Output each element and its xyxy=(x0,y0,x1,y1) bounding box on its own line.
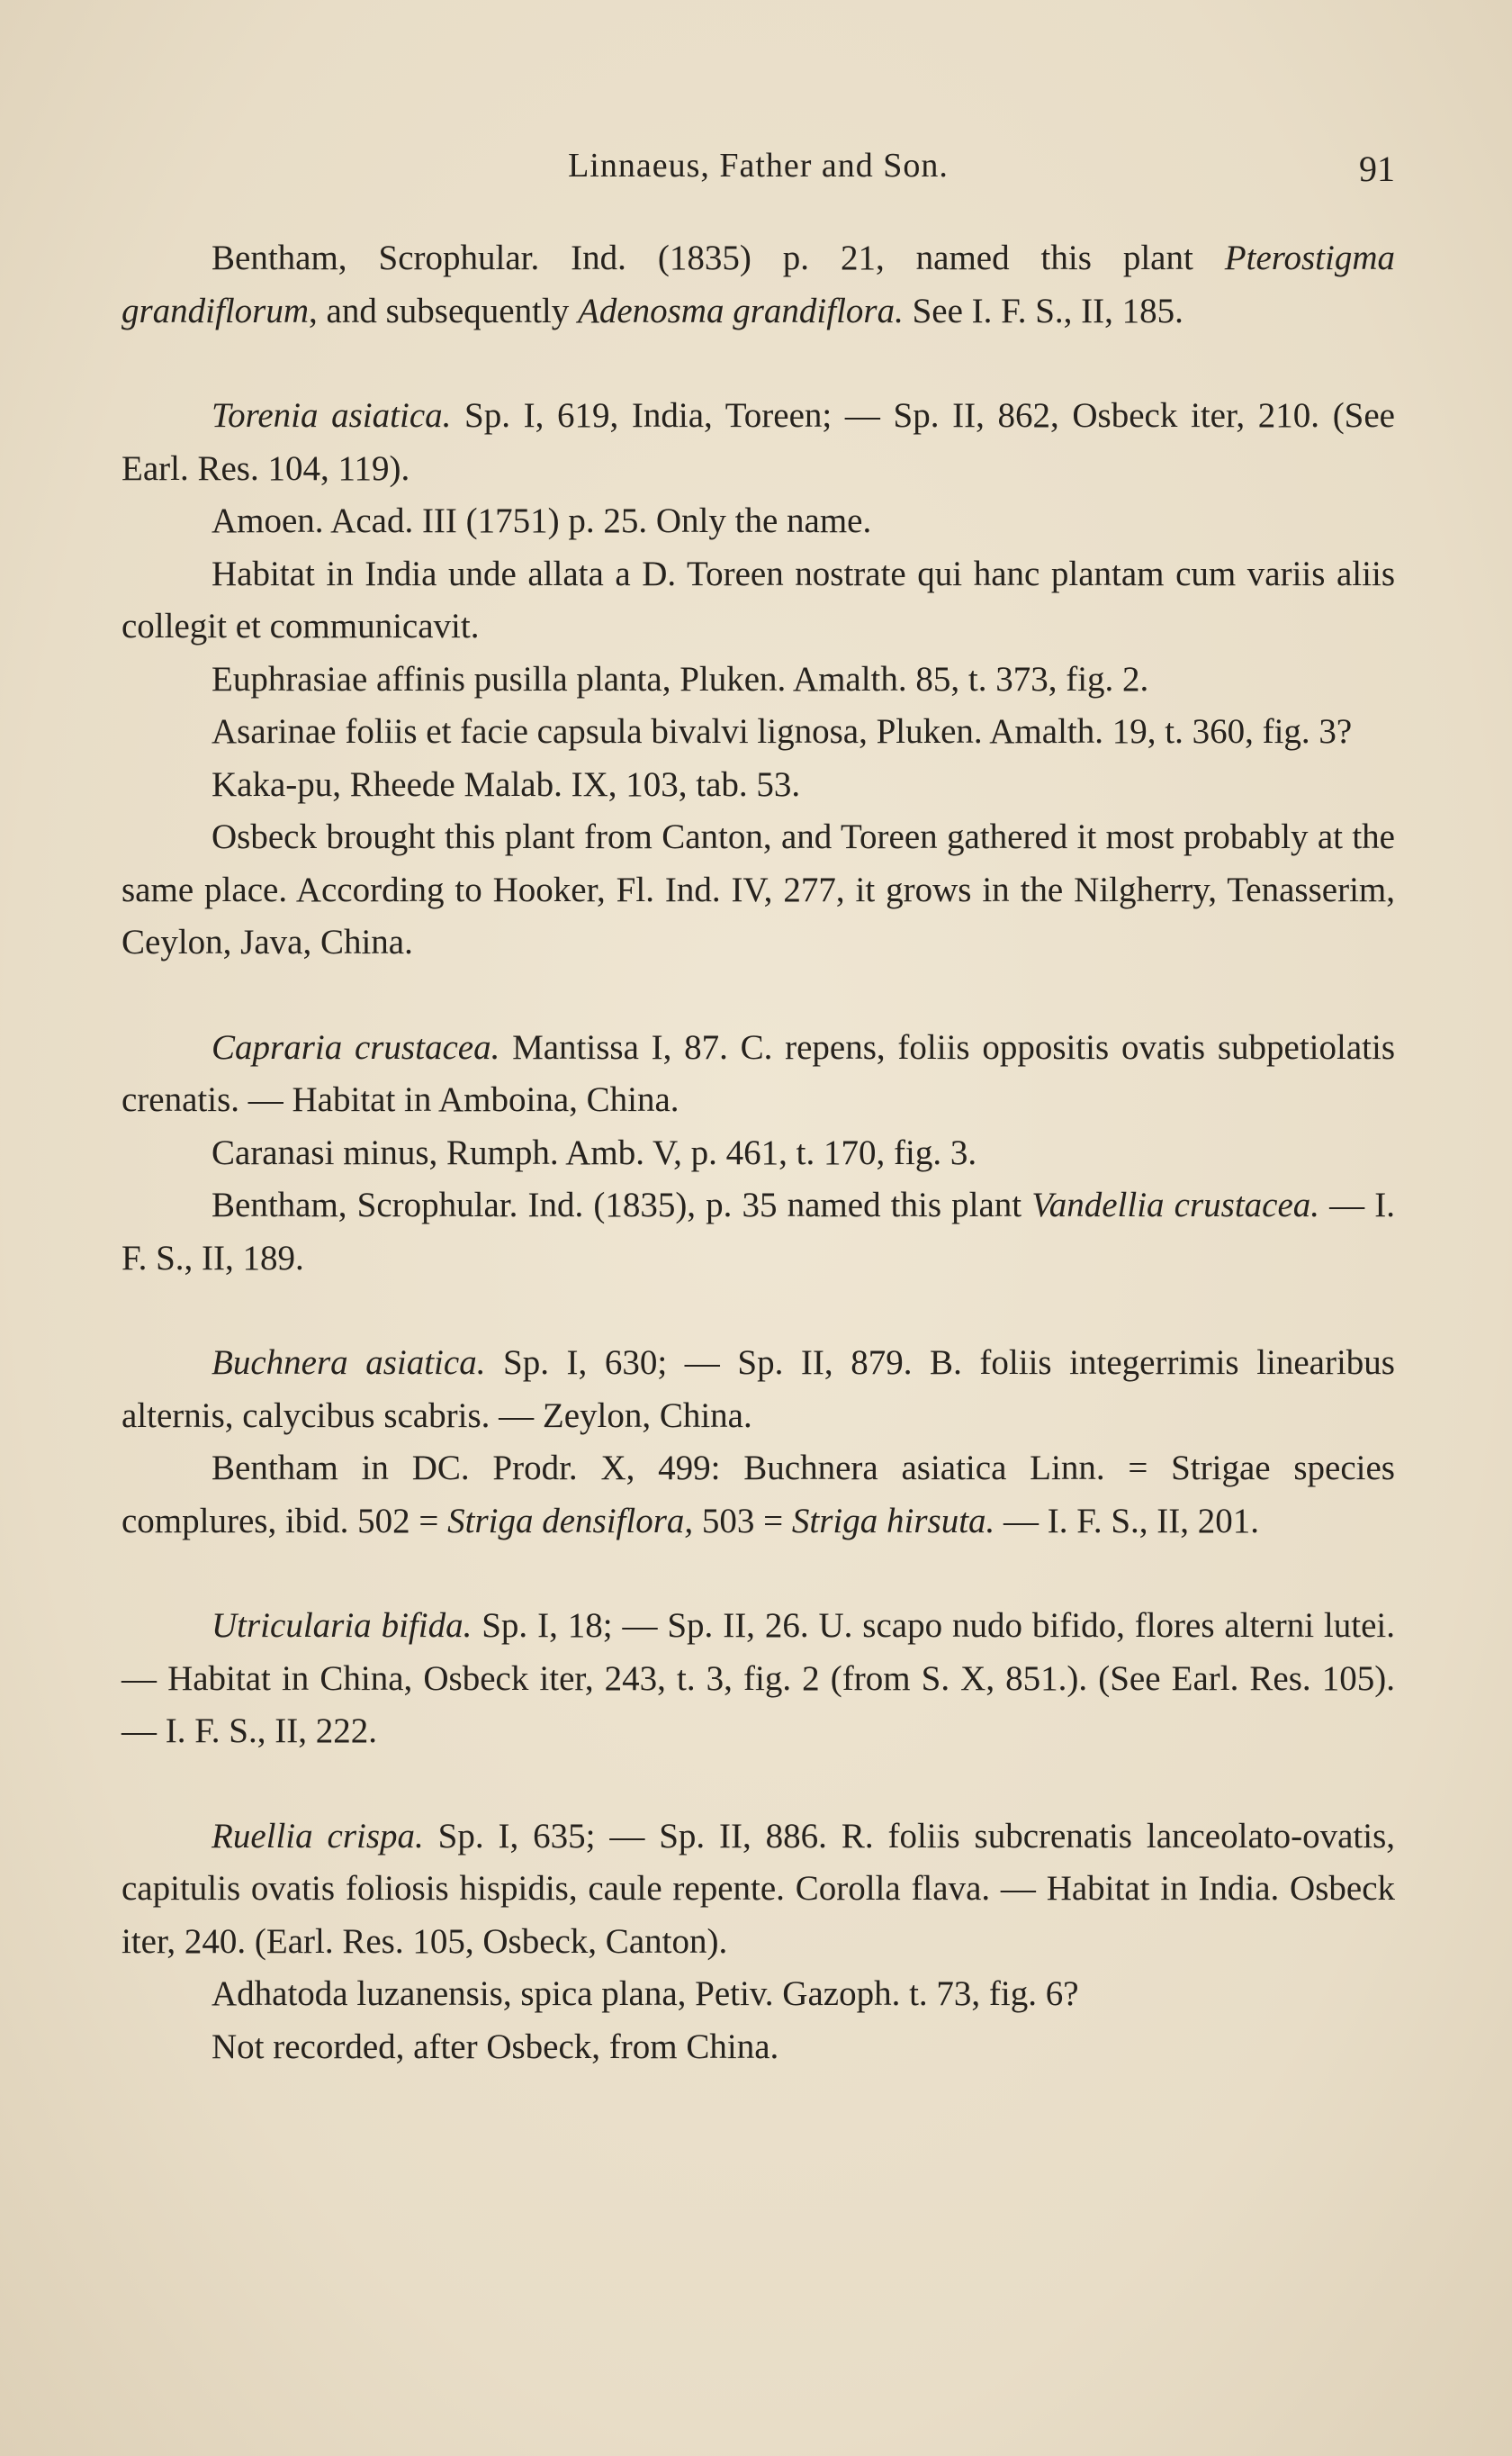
volume-numeral: II xyxy=(274,1711,299,1750)
paragraph-kaka-pu: Kaka-pu, Rheede Malab. IX, 103, tab. 53. xyxy=(212,764,801,804)
paragraph-bentham-pterostigma xyxy=(122,232,1395,338)
paragraph-euphrasiae: Euphrasiae affinis pusilla planta, Pluken. Amalth. 85, t. 373, fig. 2. xyxy=(212,659,1149,699)
page-header xyxy=(122,146,1395,200)
section-gap xyxy=(122,338,1395,390)
running-head: Linnaeus, Father and Son. xyxy=(568,147,949,185)
paragraph-osbeck-canton: Osbeck brought this plant from Canton, and Toreen gathered it most probably at the same place. According to Hooker, Fl. Ind. IV, 277, it grows in the Nilgherry, Tenasserim, Ceylon, Java, China. xyxy=(122,817,1395,962)
text-run: Sp. I, 18; — Sp. II, 26. U. scapo nudo bifido, flores alterni lutei. — Habitat in China, Osbeck iter, 243, t. 3, fig. 2 (from S. X, 851.). (See Earl. Res. 105). — I. F. S., xyxy=(122,1606,1395,1750)
text-run: , 185. xyxy=(1104,291,1184,330)
page-number: 91 xyxy=(1359,149,1395,189)
volume-numeral: II xyxy=(1156,1501,1181,1540)
paragraph-capraria-crustacea xyxy=(122,1022,1395,1127)
species-heading: Ruellia crispa. xyxy=(212,1816,424,1856)
text-run: , 222. xyxy=(298,1711,377,1750)
species-heading: Utricularia bifida. xyxy=(212,1606,472,1645)
text-run: See I. F. S., xyxy=(903,291,1082,330)
paragraph-habitat-india: Habitat in India unde allata a D. Toreen nostrate qui hanc plantam cum variis aliis collegit et communicavit. xyxy=(122,554,1395,646)
paragraph-adhatoda: Adhatoda luzanensis, spica plana, Petiv. Gazoph. t. 73, fig. 6? xyxy=(212,1974,1079,2013)
paragraph-not-recorded: Not recorded, after Osbeck, from China. xyxy=(212,2027,779,2066)
text-run: — I. F. S., xyxy=(994,1501,1157,1540)
taxon-name: Vandellia crustacea. xyxy=(1031,1186,1320,1224)
paragraph-bentham-vandellia xyxy=(122,1179,1395,1285)
paragraph-utricularia-bifida xyxy=(122,1600,1395,1758)
paragraph-caranasi: Caranasi minus, Rumph. Amb. V, p. 461, t. 170, fig. 3. xyxy=(212,1133,977,1172)
text-run: Sp. I, 619, India, Toreen; — Sp. II, 862, Osbeck iter, 210. (See Earl. Res. 104, 119). xyxy=(122,396,1395,488)
paragraph-amoen-acad: Amoen. Acad. III (1751) p. 25. Only the name. xyxy=(212,501,872,540)
section-gap xyxy=(122,970,1395,1022)
taxon-name: Adenosma grandiflora. xyxy=(578,291,904,330)
paragraph-buchnera-asiatica xyxy=(122,1337,1395,1442)
text-run: Sp. I, 630; — Sp. II, 879. B. foliis integerrimis linearibus alternis, calycibus scabris. — Zeylon, China. xyxy=(122,1343,1395,1435)
volume-numeral: II xyxy=(202,1238,225,1278)
text-run: Sp. I, 635; — Sp. II, 886. R. foliis subcrenatis lanceolato-ovatis, capitulis ovatis foliosis hispidis, caule repente. Corolla flava. — Habitat in India. Osbeck iter, 240. (Earl. Res. 105, Osbeck, Canton). xyxy=(122,1816,1395,1961)
text-run: , and subsequently xyxy=(309,291,578,330)
page-body xyxy=(122,232,1395,2073)
taxon-name: Striga hirsuta. xyxy=(791,1501,995,1540)
paragraph-torenia-asiatica xyxy=(122,390,1395,495)
section-gap xyxy=(122,1758,1395,1810)
paragraph-ruellia-crispa xyxy=(122,1810,1395,1969)
text-run: Bentham, Scrophular. Ind. (1835), p. 35 named this plant xyxy=(212,1186,1032,1224)
paragraph-asarinae: Asarinae foliis et facie capsula bivalvi lignosa, Pluken. Amalth. 19, t. 360, fig. 3? xyxy=(212,712,1353,751)
species-heading: Buchnera asiatica. xyxy=(212,1343,486,1382)
text-run: Bentham in DC. Prodr. X, 499: Buchnera asiatica Linn. = Strigae species complures, ibid. 502 = xyxy=(122,1449,1395,1540)
text-run: Mantissa I, 87. C. repens, foliis oppositis ovatis subpetiolatis crenatis. — Habitat in Amboina, China. xyxy=(122,1027,1395,1119)
volume-numeral: II xyxy=(1081,291,1105,330)
text-run: , 189. xyxy=(225,1238,304,1278)
text-run: 503 = xyxy=(693,1501,792,1540)
species-heading: Torenia asiatica. xyxy=(212,396,452,435)
section-gap xyxy=(122,1548,1395,1600)
species-heading: Capraria crustacea. xyxy=(212,1027,500,1067)
section-gap xyxy=(122,1285,1395,1337)
taxon-name: Pterostigma grandiflorum xyxy=(122,239,1395,330)
text-run: — I. F. S., xyxy=(122,1186,1395,1278)
taxon-name: Striga densiflora, xyxy=(447,1501,694,1540)
text-run: , 201. xyxy=(1180,1501,1260,1540)
paragraph-bentham-striga xyxy=(122,1442,1395,1548)
text-run: Bentham, Scrophular. Ind. (1835) p. 21, named this plant xyxy=(212,239,1225,277)
